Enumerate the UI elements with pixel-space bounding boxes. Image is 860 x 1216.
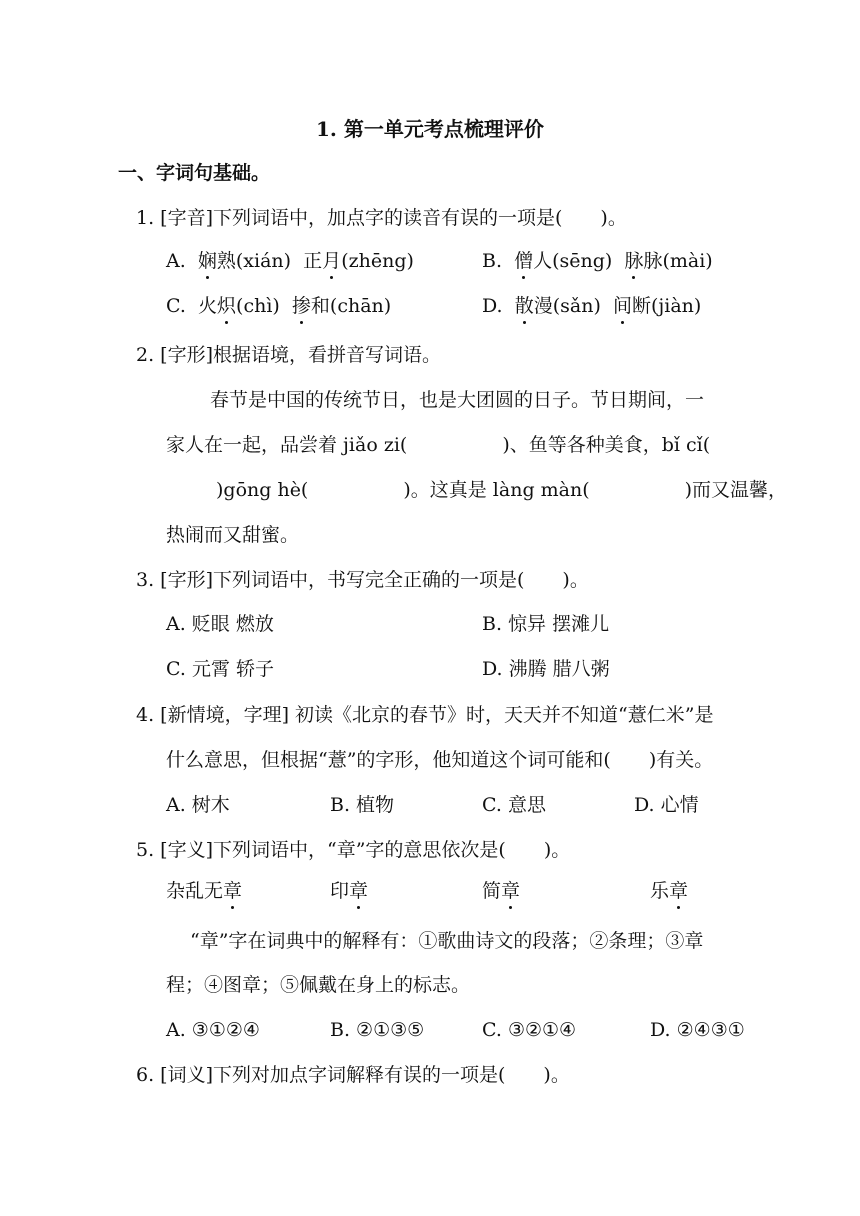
question-4-stem: 4. [新情境，字理] 初读《北京的春节》时，天天并不知道“薏仁米”是	[136, 704, 714, 726]
dotted-char: 月	[322, 250, 342, 272]
page-title: 1. 第一单元考点梳理评价	[316, 117, 544, 141]
dotted-char: 章	[501, 880, 521, 902]
q5-word-3: 简章	[482, 880, 521, 902]
q4-option-d: D. 心情	[634, 794, 699, 816]
q5-definition-cont: 程；④图章；⑤佩戴在身上的标志。	[166, 974, 471, 996]
question-6-stem: 6. [词义]下列对加点字词解释有误的一项是( )。	[136, 1064, 570, 1086]
q4-option-b: B. 植物	[330, 794, 395, 816]
q1-option-b: B. 僧人(sēng) 脉脉(mài)	[482, 250, 713, 272]
dotted-char: 掺	[291, 295, 311, 317]
dotted-char: 僧	[514, 250, 534, 272]
dotted-char: 脉	[624, 250, 644, 272]
q5-word-4: 乐章	[650, 880, 689, 902]
q2-passage-line: )gōng hè( )。这真是 làng màn( )而又温馨，	[216, 479, 788, 501]
q3-option-b: B. 惊异 摆滩儿	[482, 613, 610, 635]
q3-option-c: C. 元霄 轿子	[166, 658, 274, 680]
dotted-char: 散	[514, 295, 534, 317]
question-3-stem: 3. [字形]下列词语中，书写完全正确的一项是( )。	[136, 569, 589, 591]
section-heading: 一、字词句基础。	[118, 162, 271, 184]
question-5-stem: 5. [字义]下列词语中，“章”字的意思依次是( )。	[136, 839, 571, 861]
q4-option-a: A. 树木	[166, 794, 230, 816]
q5-word-1: 杂乱无章	[166, 880, 243, 902]
q2-passage-line: 春节是中国的传统节日，也是大团圆的日子。节日期间，一	[210, 389, 705, 411]
q2-passage-line: 家人在一起，品尝着 jiǎo zi( )、鱼等各种美食，bǐ cǐ(	[166, 434, 711, 456]
question-4-stem-cont: 什么意思，但根据“薏”的字形，他知道这个词可能和( )有关。	[166, 749, 714, 771]
q5-option-d: D. ②④③①	[650, 1019, 745, 1041]
dotted-char: 娴	[197, 250, 217, 272]
q1-option-d: D. 散漫(sǎn) 间断(jiàn)	[482, 295, 702, 317]
q3-option-a: A. 贬眼 燃放	[166, 613, 274, 635]
dotted-char: 章	[669, 880, 689, 902]
q5-definition: “章”字在词典中的解释有：①歌曲诗文的段落；②条理；③章	[190, 930, 704, 952]
q5-option-a: A. ③①②④	[166, 1019, 260, 1041]
q5-option-b: B. ②①③⑤	[330, 1019, 425, 1041]
q1-option-c: C. 火炽(chì) 掺和(chān)	[166, 295, 392, 317]
dotted-char: 炽	[217, 295, 237, 317]
q3-option-d: D. 沸腾 腊八粥	[482, 658, 610, 680]
dotted-char: 章	[349, 880, 369, 902]
q4-option-c: C. 意思	[482, 794, 546, 816]
q1-option-a: A. 娴熟(xián) 正月(zhēng)	[166, 250, 414, 272]
dotted-char: 间	[612, 295, 632, 317]
question-1-stem: 1. [字音]下列词语中，加点字的读音有误的一项是( )。	[136, 207, 627, 229]
question-2-stem: 2. [字形]根据语境，看拼音写词语。	[136, 344, 441, 366]
q5-word-2: 印章	[330, 880, 369, 902]
q2-passage-line: 热闹而又甜蜜。	[166, 524, 300, 546]
q5-option-c: C. ③②①④	[482, 1019, 577, 1041]
dotted-char: 章	[223, 880, 243, 902]
